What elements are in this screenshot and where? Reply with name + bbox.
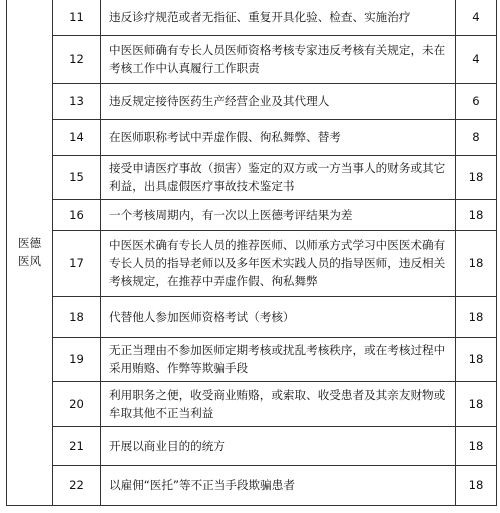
row-number: 22	[53, 465, 101, 505]
row-item: 接受申请医疗事故（损害）鉴定的双方或一方当事人的财务或其它利益，出具虚假医疗事故技术鉴定书	[101, 155, 456, 199]
row-points: 18	[456, 155, 497, 199]
document-page	[6, 0, 496, 513]
row-points: 18	[456, 199, 497, 230]
row-points: 18	[456, 337, 497, 381]
row-points: 18	[456, 381, 497, 426]
row-number: 11	[53, 0, 101, 35]
row-item: 开展以商业目的的统方	[101, 426, 456, 465]
table-row	[7, 296, 497, 337]
row-points: 6	[456, 83, 497, 119]
row-item: 中医医师确有专长人员医师资格考核专家违反考核有关规定，未在考核工作中认真履行工作职责	[101, 35, 456, 83]
row-item: 违反诊疗规范或者无指征、重复开具化验、检查、实施治疗	[101, 0, 456, 35]
row-points: 4	[456, 35, 497, 83]
category-label-line1: 医德	[17, 236, 42, 251]
table-row	[7, 381, 497, 426]
row-item: 在医师职称考试中弄虚作假、徇私舞弊、替考	[101, 119, 456, 155]
row-item: 无正当理由不参加医师定期考核或扰乱考核秩序，或在考核过程中采用贿赂、作弊等欺骗手段	[101, 337, 456, 381]
row-item: 中医医术确有专长人员的推荐医师、以师承方式学习中医医术确有专长人员的指导老师以及多年医术实践人员的指导医师，违反相关考核规定，在推荐中弄虚作假、徇私舞弊	[101, 230, 456, 296]
row-number: 21	[53, 426, 101, 465]
row-item: 代替他人参加医师资格考试（考核）	[101, 296, 456, 337]
row-number: 19	[53, 337, 101, 381]
row-item: 以雇佣“医托”等不正当手段欺骗患者	[101, 465, 456, 505]
row-number: 18	[53, 296, 101, 337]
row-points: 18	[456, 465, 497, 505]
table-row	[7, 230, 497, 296]
category-cell	[7, 0, 53, 505]
row-item: 一个考核周期内，有一次以上医德考评结果为差	[101, 199, 456, 230]
table-row	[7, 119, 497, 155]
table-row	[7, 337, 497, 381]
row-item: 利用职务之便，收受商业贿赂，或索取、收受患者及其亲友财物或牟取其他不正当利益	[101, 381, 456, 426]
row-points: 4	[456, 0, 497, 35]
row-number: 16	[53, 199, 101, 230]
table-row	[7, 83, 497, 119]
table-row	[7, 426, 497, 465]
row-number: 14	[53, 119, 101, 155]
table-row	[7, 199, 497, 230]
row-number: 15	[53, 155, 101, 199]
row-number: 12	[53, 35, 101, 83]
table-row	[7, 0, 497, 35]
table-row	[7, 155, 497, 199]
row-number: 13	[53, 83, 101, 119]
row-item: 违反规定接待医药生产经营企业及其代理人	[101, 83, 456, 119]
score-table	[6, 0, 497, 506]
category-label-line2: 医风	[17, 254, 42, 269]
row-number: 17	[53, 230, 101, 296]
row-points: 18	[456, 426, 497, 465]
row-points: 18	[456, 230, 497, 296]
row-points: 18	[456, 296, 497, 337]
row-points: 8	[456, 119, 497, 155]
table-row	[7, 465, 497, 505]
row-number: 20	[53, 381, 101, 426]
table-row	[7, 35, 497, 83]
